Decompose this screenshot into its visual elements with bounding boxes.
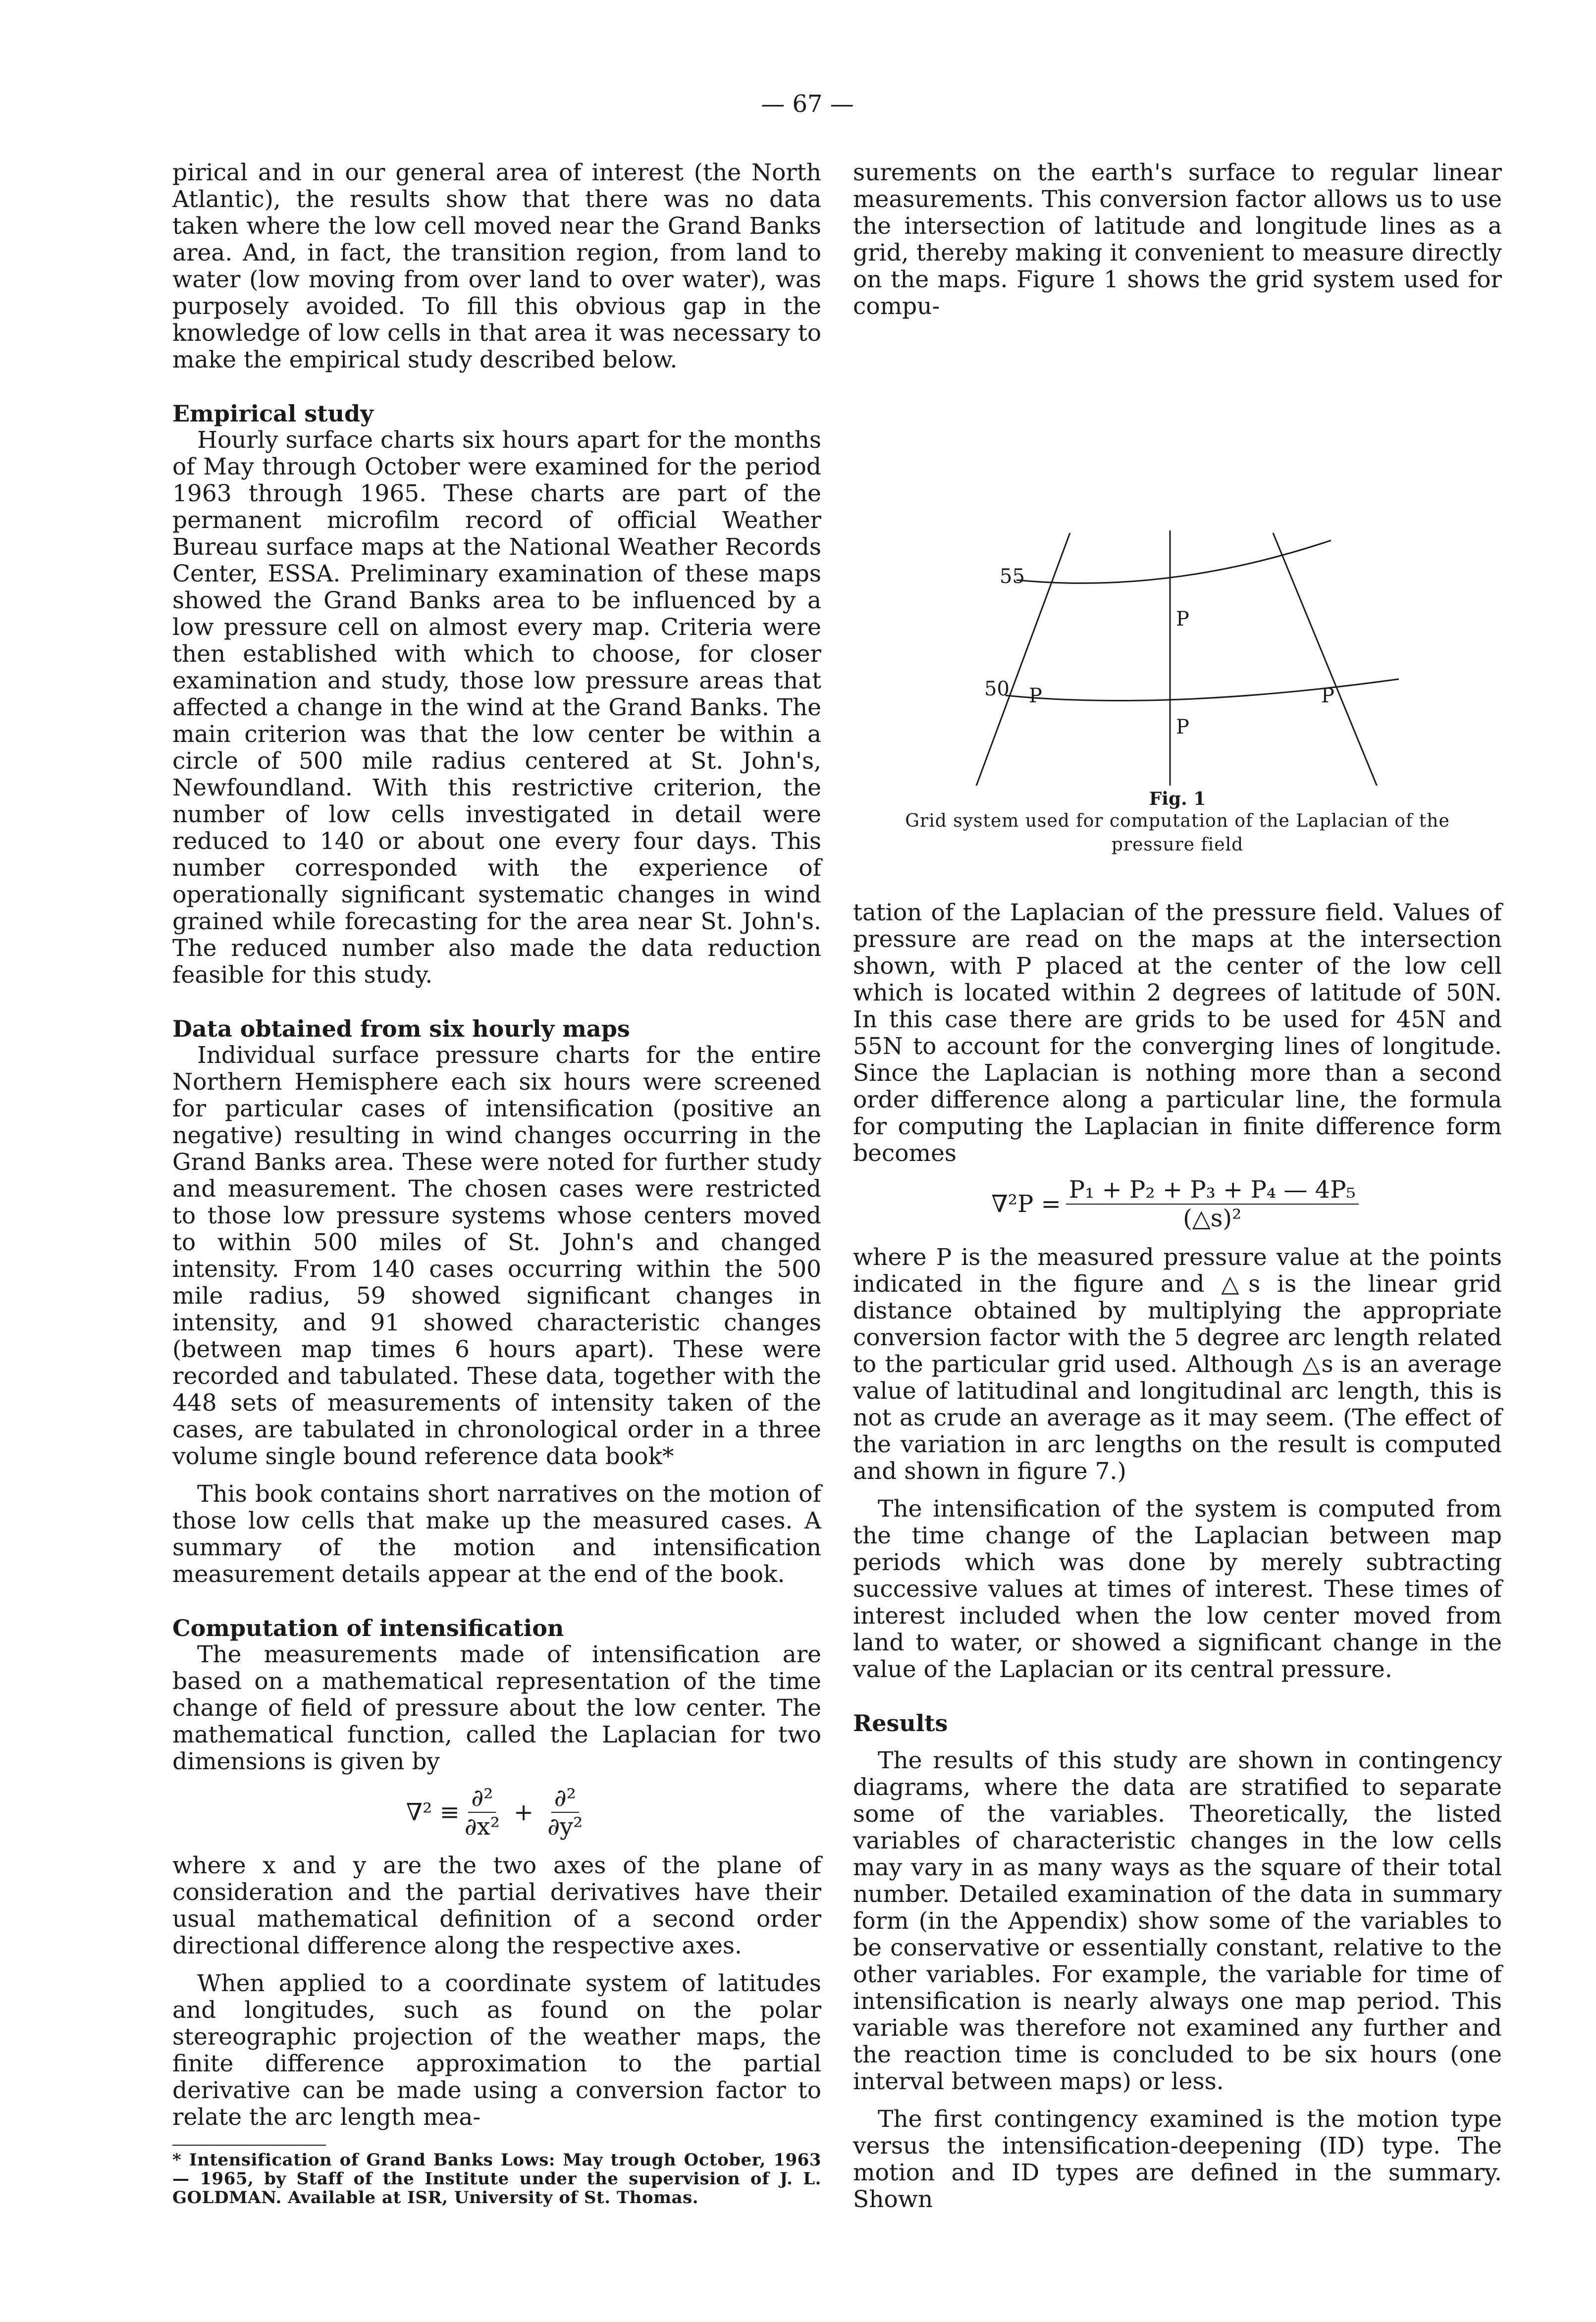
formula2-numerator: P₁ + P₂ + P₃ + P₄ — 4P₅	[1066, 1177, 1359, 1205]
figure-1	[853, 320, 1502, 899]
formula2-fraction	[1066, 1177, 1359, 1231]
right-paragraph-2: tation of the Laplacian of the pressure field. Values of pressure are read on the maps at the intersection shown, with P placed at the center of the low cell which is located within 2 degrees of latitude of 50N. In this case there are grids to be used for 45N and 55N to account for the converging lines of longitude. Since the Laplacian is nothing more than a second order difference along a particular line, the formula for computing the Laplacian in finite difference form becomes	[853, 899, 1502, 1167]
right-paragraph-6: The first contingency examined is the motion type versus the intensification-deepening (ID) type. The motion and ID types are defined in the summary. Shown	[853, 2106, 1502, 2213]
heading-data-obtained: Data obtained from six hourly maps	[172, 1015, 630, 1042]
left-paragraph-4: This book contains short narratives on the motion of those low cells that make up the measured cases. A summary of the motion and intensification measurement details appear at the end of the book.	[172, 1480, 821, 1588]
longitude-line-60	[1273, 533, 1405, 786]
formula1-term-y	[547, 1785, 583, 1840]
right-paragraph-5: The results of this study are shown in contingency diagrams, where the data are stratified to separate some of the variables. Theoretically, the listed variables of characteristic changes in the low cells may vary in as many ways as the square of their total number. Detailed examination of the data in summary form (in the Appendix) show some of the variables to be conservative or essentially constant, relative to the other variables. For example, the variable for time of intensification is nearly always one map period. This variable was therefore not examined any further and the reaction time is concluded to be six hours (one interval between maps) or less.	[853, 1747, 1502, 2095]
left-paragraph-7: When applied to a coordinate system of latitudes and longitudes, such as found on the polar stereographic projection of the weather maps, the finite difference approximation to the partial derivative can be made using a conversion factor to relate the arc length mea-	[172, 1970, 821, 2131]
formula1-term-x-numerator: ∂²	[468, 1785, 496, 1813]
formula1-term-y-numerator: ∂²	[551, 1785, 579, 1813]
heading-empirical-study: Empirical study	[172, 400, 373, 427]
point-label-p5: P	[1176, 716, 1189, 739]
left-paragraph-5: The measurements made of intensification are based on a mathematical representation of the time change of field of pressure about the low center. The mathematical function, called the Laplacian for two dimensions is given by	[172, 1641, 821, 1775]
formula2-denominator: (△s)²	[1183, 1205, 1242, 1232]
footnote: * Intensification of Grand Banks Lows: May trough October, 1963 — 1965, by Staff of the Institute under the supervision of J. L. GOLDMAN. Available at ISR, University of St. Thomas.	[172, 2150, 821, 2208]
formula1-term-x	[465, 1785, 500, 1840]
left-paragraph-1: pirical and in our general area of interest (the North Atlantic), the results show that there was no data taken where the low cell moved near the Grand Banks area. And, in fact, the transition region, from land to water (low moving from over land to over water), was purposely avoided. To fill this obvious gap in the knowledge of low cells in that area it was necessary to make the empirical study described below.	[172, 159, 821, 373]
left-paragraph-3: Individual surface pressure charts for the entire Northern Hemisphere each six hours were screened for particular cases of intensification (positive an negative) resulting in wind changes occurring in the Grand Banks area. These were noted for further study and measurement. The chosen cases were restricted to those low pressure systems whose centers moved to within 500 miles of St. John's and changed intensity. From 140 cases occurring within the 500 mile radius, 59 showed significant changes in intensity, and 91 showed characteristic changes (between map times 6 hours apart). These were recorded and tabulated. These data, together with the 448 sets of measurements of intensity taken of the cases, are tabulated in chronological order in a three volume single bound reference data book*	[172, 1042, 821, 1470]
left-paragraph-2: Hourly surface charts six hours apart for the months of May through October were examined for the period 1963 through 1965. These charts are part of the permanent microfilm record of official Weather Bureau surface maps at the National Weather Records Center, ESSA. Preliminary examination of these maps showed the Grand Banks area to be influenced by a low pressure cell on almost every map. Criteria were then established with which to choose, for closer examination and study, those low pressure areas that affected a change in the wind at the Grand Banks. The main criterion was that the low center be within a circle of 500 mile radius centered at St. John's, Newfoundland. With this restrictive criterion, the number of low cells investigated in detail were reduced to 140 or about one every four days. This number corresponded with the experience of operationally significant systematic changes in wind grained while forecasting for the area near St. John's. The reduced number also made the data reduction feasible for this study.	[172, 426, 821, 989]
left-column	[172, 159, 821, 2207]
figure-caption: Grid system used for computation of the Laplacian of the pressure field	[905, 811, 1450, 855]
figure-label: Fig. 1	[1149, 789, 1206, 809]
laplacian-finite-difference-formula	[853, 1177, 1502, 1231]
formula1-lhs: ∇² ≡	[406, 1798, 460, 1826]
right-paragraph-3: where P is the measured pressure value at the points indicated in the figure and △s is the linear grid distance obtained by multiplying the appropriate conversion factor with the 5 degree arc length related to the particular grid used. Although △s is an average value of latitudinal and longitudinal arc length, this is not as crude an average as it may seem. (The effect of the variation in arc lengths on the result is computed and shown in figure 7.)	[853, 1244, 1502, 1485]
point-label-p1: P	[1029, 685, 1042, 707]
formula1-plus: +	[513, 1798, 534, 1826]
heading-results: Results	[853, 1710, 948, 1737]
right-column	[853, 159, 1502, 2213]
page-number: — 67 —	[761, 90, 854, 118]
laplacian-definition-formula	[172, 1785, 821, 1840]
formula1-term-x-denominator: ∂x²	[464, 1813, 500, 1841]
formula2-lhs: ∇²P =	[991, 1190, 1061, 1218]
label-lat-55: 55	[1000, 565, 1025, 588]
grid-diagram	[853, 320, 1502, 786]
latitude-arc-55	[1016, 540, 1331, 583]
formula1-term-y-denominator: ∂y²	[547, 1813, 583, 1841]
footnote-rule	[172, 2145, 326, 2146]
point-label-p2: P	[1176, 608, 1189, 631]
label-lat-50: 50	[984, 678, 1010, 700]
point-label-p3: P	[1321, 685, 1334, 707]
heading-computation: Computation of intensification	[172, 1615, 564, 1641]
left-paragraph-6: where x and y are the two axes of the plane of consideration and the partial derivatives have their usual mathematical definition of a second order directional difference along the respective axes.	[172, 1852, 821, 1959]
right-paragraph-1: surements on the earth's surface to regular linear measurements. This conversion factor allows us to use the intersection of latitude and longitude lines as a grid, thereby making it convenient to measure directly on the maps. Figure 1 shows the grid system used for compu-	[853, 159, 1502, 320]
right-paragraph-4: The intensification of the system is computed from the time change of the Laplacian between map periods which was done by merely subtracting successive values at times of interest. These times of interest included when the low center moved from land to water, or showed a significant change in the value of the Laplacian or its central pressure.	[853, 1495, 1502, 1683]
